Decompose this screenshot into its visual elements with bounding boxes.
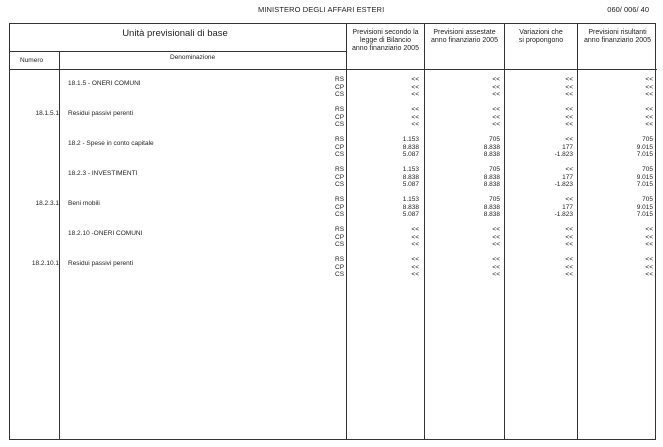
value-cell: << [492, 83, 500, 91]
table-row [10, 256, 657, 280]
row-values-c4 [578, 226, 653, 249]
value-cell: << [565, 256, 573, 263]
value-cell: << [492, 76, 500, 83]
row-values-c1 [347, 226, 419, 249]
row-values-c3 [505, 106, 573, 129]
row-codes [335, 196, 344, 219]
value-cell: 5.087 [402, 151, 419, 159]
row-values-c2 [425, 196, 500, 219]
row-values-c1 [347, 136, 419, 159]
row-code: RS [335, 106, 345, 113]
table-row [10, 76, 657, 100]
row-code: CP [335, 263, 345, 271]
value-cell: 5.087 [402, 181, 419, 189]
value-cell: << [492, 241, 500, 249]
row-code: CS [335, 211, 345, 219]
value-cell: << [492, 271, 500, 279]
row-code: CS [335, 121, 345, 129]
row-code: RS [335, 226, 345, 233]
row-values-c3 [505, 196, 573, 219]
value-cell: << [645, 256, 653, 263]
row-code: RS [335, 76, 345, 83]
row-codes [335, 76, 344, 99]
value-cell: 705 [489, 196, 500, 203]
row-values-c2 [425, 226, 500, 249]
value-cell: << [645, 76, 653, 83]
row-denomination: 18.2 - Spese in conto capitale [68, 140, 154, 147]
value-cell: 177 [562, 203, 573, 211]
header-line: Previsioni assestate [433, 29, 496, 36]
row-denomination: Residui passivi perenti [68, 260, 134, 267]
row-codes [335, 166, 344, 189]
header-line: Variazioni che [519, 29, 563, 36]
row-values-c1 [347, 76, 419, 99]
table-row [10, 166, 657, 190]
row-values-c4 [578, 106, 653, 129]
row-codes [335, 136, 344, 159]
row-values-c3 [505, 166, 573, 189]
row-values-c4 [578, 166, 653, 189]
document-code: 060/ 006/ 40 [607, 5, 649, 14]
header-line: anno finanziario 2005 [584, 37, 651, 44]
row-denomination: 18.1.5 - ONERI COMUNI [68, 80, 141, 87]
header-line: anno finanziario 2005 [352, 45, 419, 52]
row-values-c4 [578, 196, 653, 219]
table-row [10, 106, 657, 130]
row-values-c1 [347, 166, 419, 189]
row-code: RS [335, 166, 345, 173]
divider [10, 51, 346, 52]
value-cell: << [645, 91, 653, 99]
budget-table [9, 23, 656, 440]
value-cell: << [492, 226, 500, 233]
row-code: CS [335, 181, 345, 189]
row-code: CP [335, 143, 345, 151]
value-cell: << [411, 233, 419, 241]
row-code: CP [335, 113, 345, 121]
value-cell: << [565, 196, 573, 203]
value-cell: << [645, 241, 653, 249]
value-cell: << [411, 83, 419, 91]
value-cell: << [645, 233, 653, 241]
value-cell: << [565, 76, 573, 83]
row-values-c1 [347, 196, 419, 219]
value-cell: 9.015 [636, 143, 653, 151]
value-cell: -1.823 [554, 211, 573, 219]
header-line: si propongono [518, 37, 564, 44]
col-previsioni-legge-header [347, 29, 424, 53]
row-code: RS [335, 196, 345, 203]
row-code: CS [335, 91, 345, 99]
value-cell: 177 [562, 173, 573, 181]
value-cell: 8.838 [483, 143, 500, 151]
header-line: anno finanziario 2005 [431, 37, 498, 44]
value-cell: 8.838 [483, 211, 500, 219]
value-cell: << [645, 226, 653, 233]
value-cell: 705 [489, 166, 500, 173]
row-values-c1 [347, 256, 419, 279]
row-code: CP [335, 233, 345, 241]
row-number: 18.2.3.1 [35, 200, 59, 207]
row-code: RS [335, 256, 345, 263]
value-cell: 9.015 [636, 173, 653, 181]
row-values-c2 [425, 256, 500, 279]
value-cell: << [411, 121, 419, 129]
value-cell: << [565, 106, 573, 113]
value-cell: << [565, 83, 573, 91]
value-cell: << [565, 263, 573, 271]
value-cell: << [492, 263, 500, 271]
value-cell: 705 [642, 136, 653, 143]
value-cell: << [492, 121, 500, 129]
value-cell: << [411, 226, 419, 233]
row-values-c2 [425, 76, 500, 99]
value-cell: << [411, 91, 419, 99]
value-cell: << [565, 91, 573, 99]
value-cell: 8.838 [483, 173, 500, 181]
value-cell: << [492, 106, 500, 113]
value-cell: 8.838 [402, 173, 419, 181]
value-cell: 705 [489, 136, 500, 143]
col-variazioni-header [505, 29, 577, 45]
col-previsioni-risultanti-header [578, 29, 657, 45]
header-line: Previsioni risultanti [588, 29, 647, 36]
row-codes [335, 256, 344, 279]
row-denomination: Beni mobili [68, 200, 100, 207]
value-cell: 8.838 [402, 143, 419, 151]
row-codes [335, 106, 344, 129]
value-cell: << [411, 256, 419, 263]
value-cell: 705 [642, 196, 653, 203]
value-cell: << [565, 136, 573, 143]
value-cell: << [565, 121, 573, 129]
value-cell: 8.838 [483, 203, 500, 211]
row-code: CP [335, 173, 345, 181]
value-cell: -1.823 [554, 181, 573, 189]
value-cell: 5.087 [402, 211, 419, 219]
row-code: CP [335, 203, 345, 211]
value-cell: << [565, 233, 573, 241]
row-code: RS [335, 136, 345, 143]
value-cell: << [411, 263, 419, 271]
row-values-c2 [425, 106, 500, 129]
row-code: CS [335, 151, 345, 159]
value-cell: 8.838 [483, 151, 500, 159]
value-cell: 9.015 [636, 203, 653, 211]
value-cell: << [645, 121, 653, 129]
value-cell: << [565, 226, 573, 233]
row-number: 18.1.5.1 [35, 110, 59, 117]
value-cell: 1.153 [402, 166, 419, 173]
value-cell: << [411, 113, 419, 121]
row-values-c3 [505, 256, 573, 279]
value-cell: -1.823 [554, 151, 573, 159]
value-cell: << [565, 241, 573, 249]
header-line: Previsioni secondo la [352, 29, 419, 36]
value-cell: << [645, 83, 653, 91]
value-cell: << [645, 271, 653, 279]
row-denomination: 18.2.10 -ONERI COMUNI [68, 230, 143, 237]
value-cell: << [411, 241, 419, 249]
row-values-c1 [347, 106, 419, 129]
value-cell: << [492, 113, 500, 121]
col-numero-header: Numero [20, 57, 44, 64]
value-cell: << [645, 113, 653, 121]
value-cell: 1.153 [402, 136, 419, 143]
row-values-c3 [505, 76, 573, 99]
row-values-c3 [505, 136, 573, 159]
row-values-c4 [578, 136, 653, 159]
row-values-c2 [425, 136, 500, 159]
table-row [10, 226, 657, 250]
row-values-c3 [505, 226, 573, 249]
value-cell: << [492, 91, 500, 99]
value-cell: << [411, 271, 419, 279]
col-denominazione-header: Denominazione [170, 54, 216, 61]
value-cell: 705 [642, 166, 653, 173]
col-previsioni-assestate-header [425, 29, 504, 45]
row-number: 18.2.10.1 [31, 260, 59, 267]
value-cell: << [565, 166, 573, 173]
row-codes [335, 226, 344, 249]
header-line: legge di Bilancio [360, 37, 411, 44]
table-row [10, 196, 657, 220]
table-row [10, 136, 657, 160]
value-cell: 7.015 [636, 151, 653, 159]
value-cell: << [645, 263, 653, 271]
value-cell: << [411, 76, 419, 83]
row-values-c4 [578, 76, 653, 99]
section-title: Unità previsionali di base [122, 28, 228, 39]
value-cell: 8.838 [483, 181, 500, 189]
value-cell: << [565, 113, 573, 121]
value-cell: 1.153 [402, 196, 419, 203]
row-code: CS [335, 271, 345, 279]
row-values-c2 [425, 166, 500, 189]
row-code: CS [335, 241, 345, 249]
value-cell: << [492, 256, 500, 263]
value-cell: 7.015 [636, 211, 653, 219]
row-denomination: 18.2.3 - INVESTIMENTI [68, 170, 138, 177]
value-cell: 7.015 [636, 181, 653, 189]
document-title: MINISTERO DEGLI AFFARI ESTERI [258, 5, 385, 14]
row-values-c4 [578, 256, 653, 279]
value-cell: 8.838 [402, 203, 419, 211]
row-denomination: Residui passivi perenti [68, 110, 134, 117]
divider [10, 69, 657, 70]
value-cell: << [411, 106, 419, 113]
value-cell: 177 [562, 143, 573, 151]
row-code: CP [335, 83, 345, 91]
value-cell: << [565, 271, 573, 279]
value-cell: << [645, 106, 653, 113]
value-cell: << [492, 233, 500, 241]
